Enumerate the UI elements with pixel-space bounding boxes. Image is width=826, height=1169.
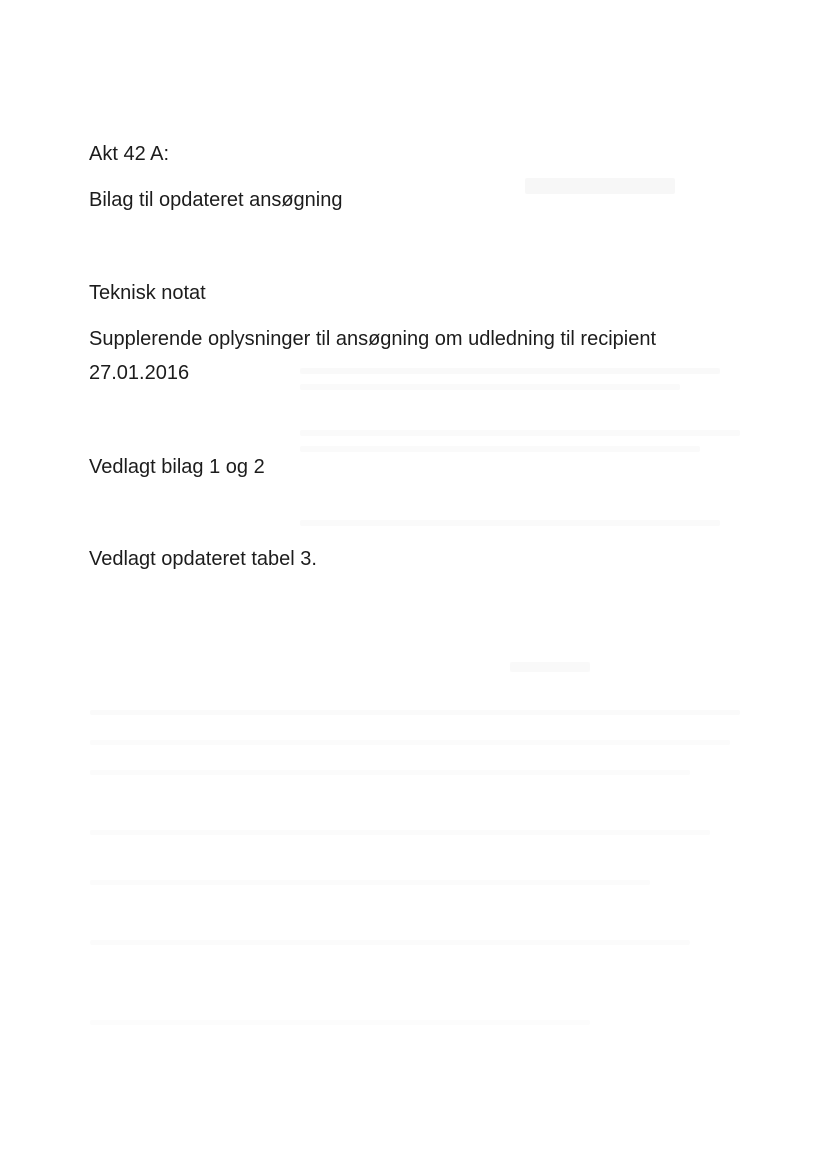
act-label: Akt 42 A:: [89, 143, 170, 165]
attachments-line: Vedlagt bilag 1 og 2: [89, 456, 265, 478]
bleed-through-mark: [90, 830, 710, 835]
bleed-through-mark: [90, 1020, 590, 1025]
table-line: Vedlagt opdateret tabel 3.: [89, 548, 317, 570]
note-heading: Teknisk notat: [89, 282, 206, 304]
bleed-through-mark: [300, 368, 720, 374]
bleed-through-mark: [300, 446, 700, 452]
appendix-title: Bilag til opdateret ansøgning: [89, 189, 343, 211]
bleed-through-mark: [90, 880, 650, 885]
bleed-through-mark: [90, 740, 730, 745]
bleed-through-mark: [90, 940, 690, 945]
bleed-through-mark: [510, 662, 590, 672]
bleed-through-mark: [300, 520, 720, 526]
bleed-through-mark: [525, 178, 675, 194]
bleed-through-mark: [90, 770, 690, 775]
bleed-through-mark: [300, 430, 740, 436]
bleed-through-mark: [300, 384, 680, 390]
document-date: 27.01.2016: [89, 362, 190, 384]
supplement-line: Supplerende oplysninger til ansøgning om udledning til recipient: [89, 328, 657, 350]
bleed-through-mark: [90, 710, 740, 715]
